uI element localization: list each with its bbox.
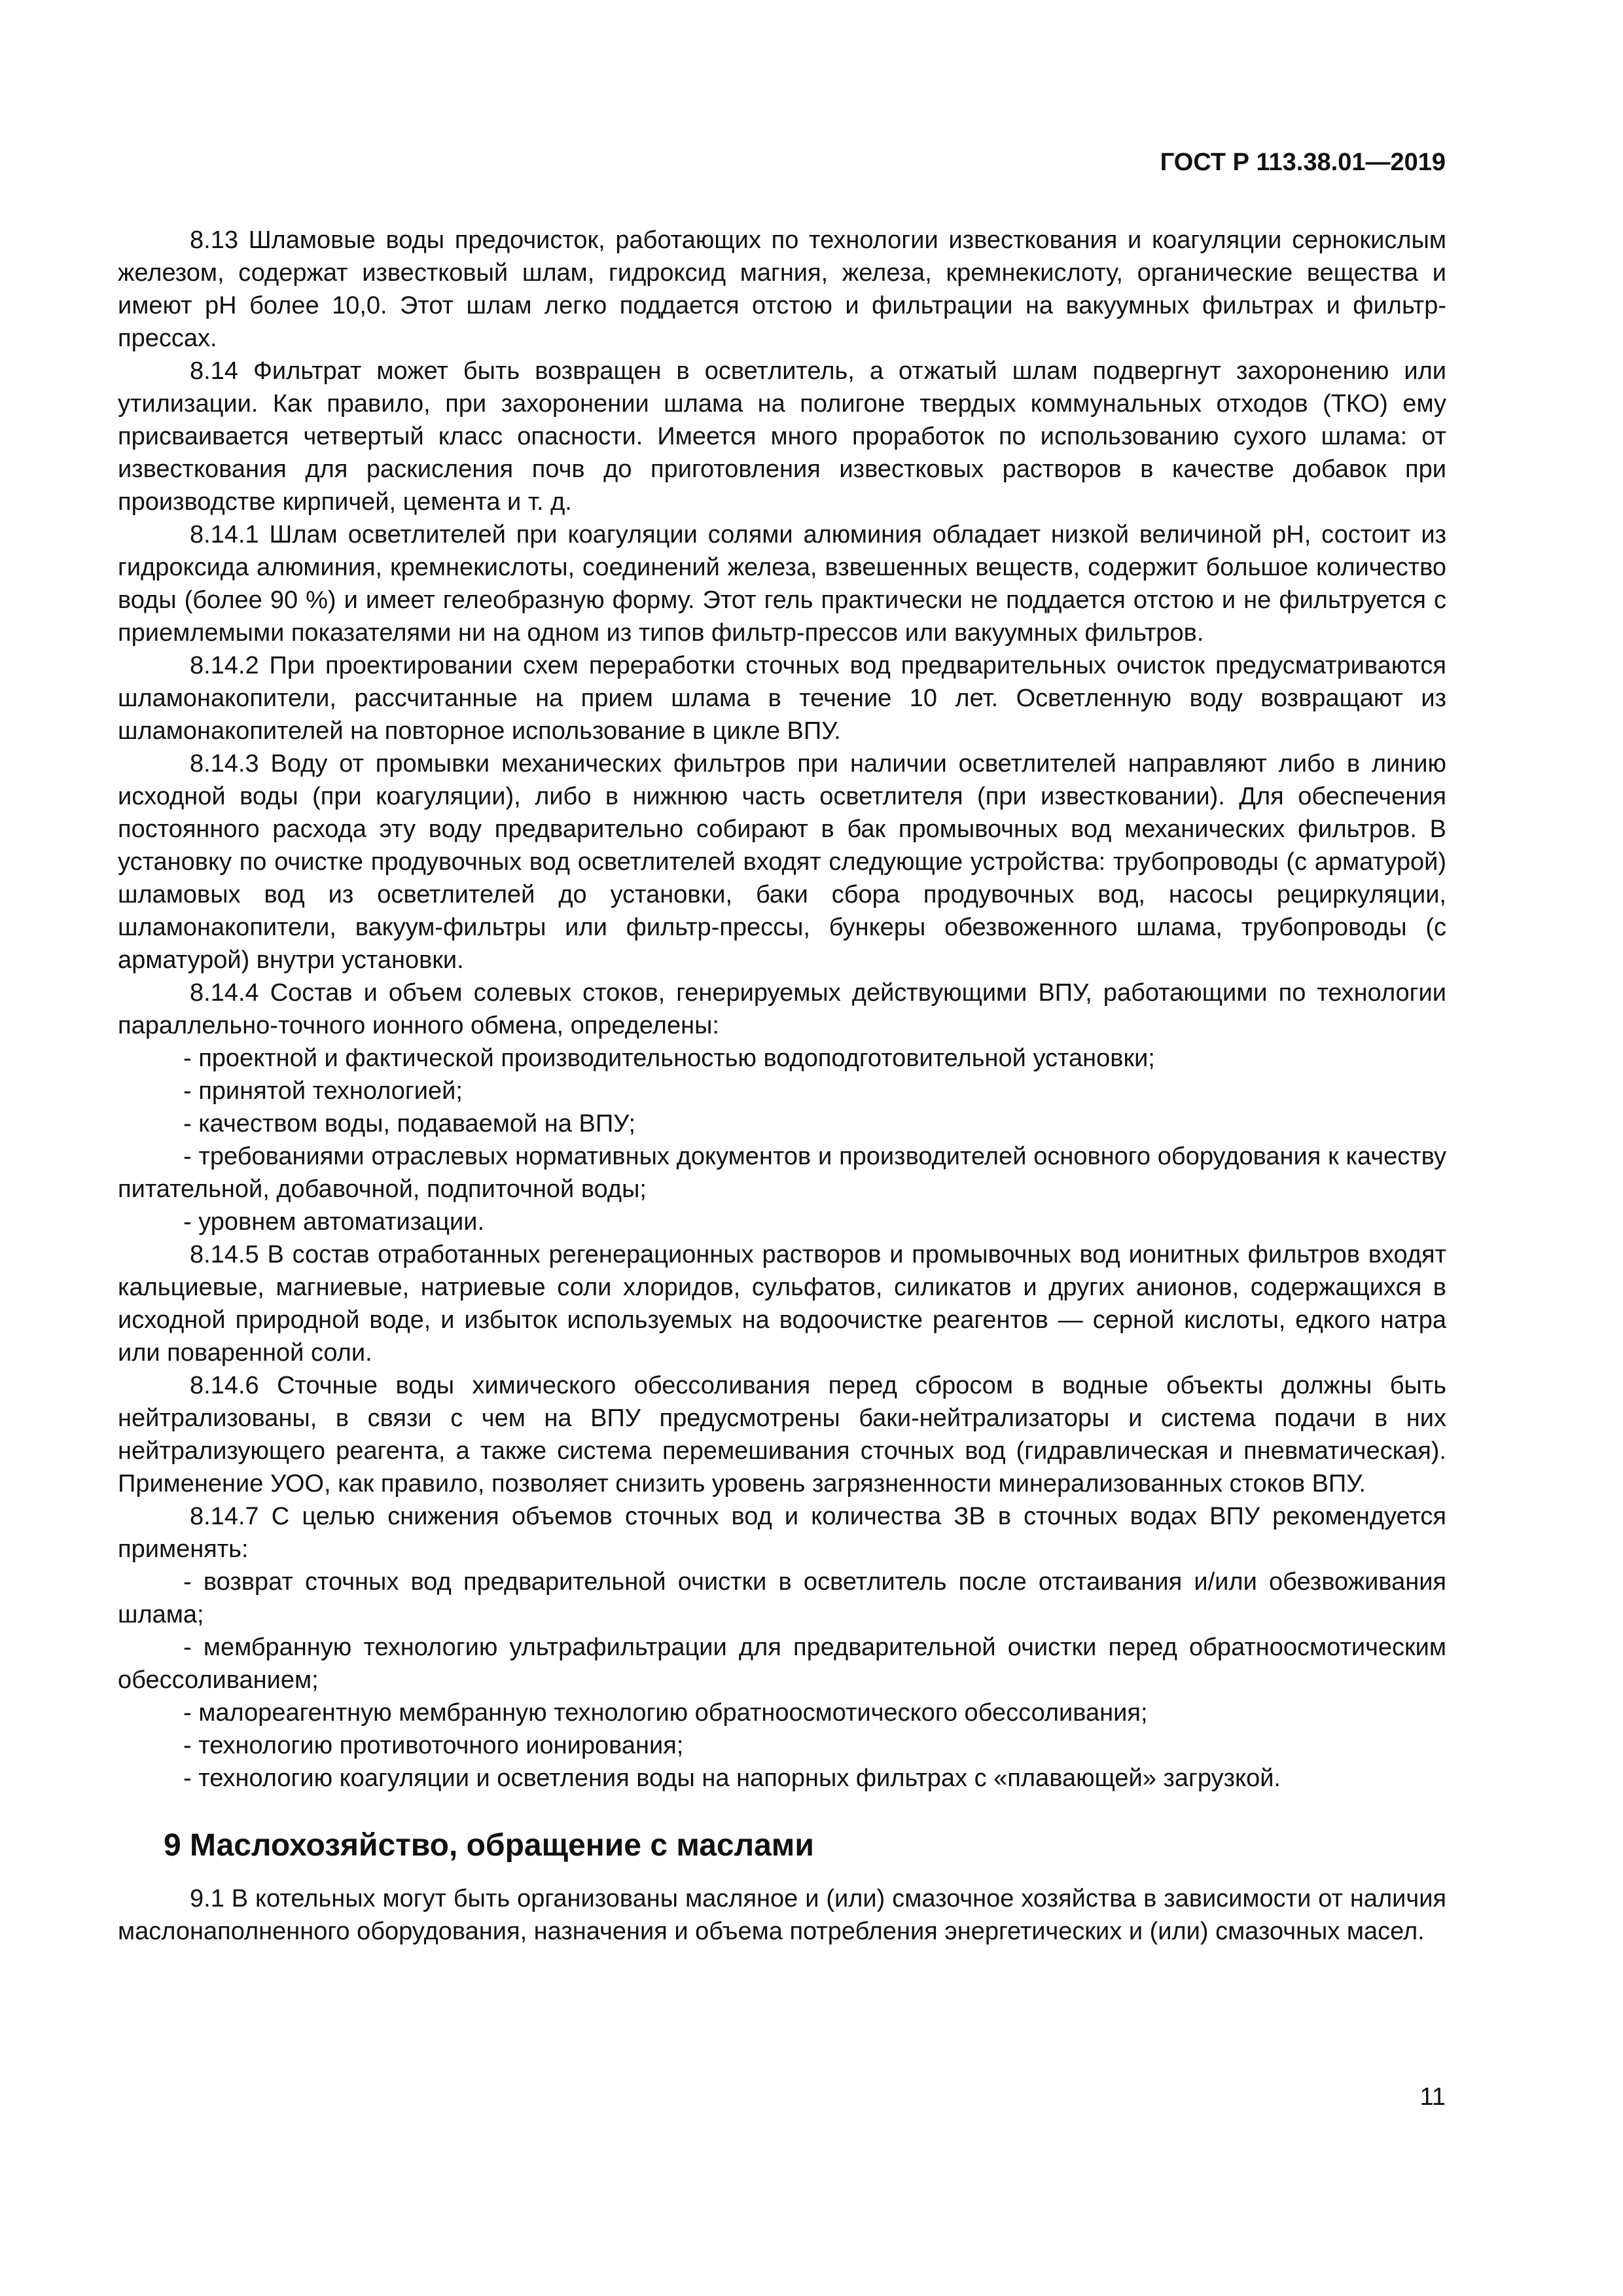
paragraph-8-14-3: 8.14.3 Воду от промывки механических фильтров при наличии осветлителей направляют либо в линию исходной воды (при коагуляции), либо в нижнюю часть осветлителя (при известковании). Для обеспечения постоянного расхода эту воду предварительно собирают в бак промывочных вод механических фильтров. В установку по очистке продувочных вод осветлителей входят следующие устройства: трубопроводы (с арматурой) шламовых вод из осветлителей до установки, баки сбора продувочных вод, насосы рециркуляции, шламонакопители, вакуум-фильтры или фильтр-прессы, бункеры обезвоженного шлама, трубопроводы (с арматурой) внутри установки. <box>118 750 1446 974</box>
list-item: - проектной и фактической производительностью водоподготовительной установки; <box>183 1045 1155 1072</box>
paragraph-8-14-1: 8.14.1 Шлам осветлителей при коагуляции солями алюминия обладает низкой величиной рН, состоит из гидроксида алюминия, кремнекислоты, соединений железа, взвешенных веществ, содержит большое количество воды (более 90 %) и имеет гелеобразную форму. Этот гель практически не поддается отстою и не фильтруется с приемлемыми показателями ни на одном из типов фильтр-прессов или вакуумных фильтров. <box>118 521 1446 647</box>
list-item: - уровнем автоматизации. <box>183 1208 485 1236</box>
list-item: - технологию коагуляции и осветления воды на напорных фильтрах с «плавающей» загрузкой. <box>183 1765 1281 1792</box>
list-item: - малореагентную мембранную технологию обратноосмотического обессоливания; <box>183 1699 1148 1727</box>
list-item: - возврат сточных вод предварительной очистки в осветлитель после отстаивания и/или обезвоживания шлама; <box>118 1568 1446 1628</box>
paragraph-8-14-7: 8.14.7 С целью снижения объемов сточных вод и количества ЗВ в сточных водах ВПУ рекомендуется применять: <box>118 1503 1446 1563</box>
document-code-header: ГОСТ Р 113.38.01—2019 <box>1160 149 1446 176</box>
paragraph-8-13: 8.13 Шламовые воды предочисток, работающих по технологии известкования и коагуляции сернокислым железом, содержат известковый шлам, гидроксид магния, железа, кремнекислоту, органические вещества и имеют рН более 10,0. Этот шлам легко поддается отстою и фильтрации на вакуумных фильтрах и фильтр-прессах. <box>118 226 1446 352</box>
list-item: - требованиями отраслевых нормативных документов и производителей основного оборудования к качеству питательной, добавочной, подпиточной воды; <box>118 1143 1446 1203</box>
page-number: 11 <box>1419 2083 1446 2111</box>
list-item: - принятой технологией; <box>183 1077 463 1105</box>
paragraph-9-1: 9.1 В котельных могут быть организованы масляное и (или) смазочное хозяйства в зависимости от наличия маслонаполненного оборудования, назначения и объема потребления энергетических и (или) смазочных масел. <box>118 1885 1446 1945</box>
paragraph-8-14-5: 8.14.5 В состав отработанных регенерационных растворов и промывочных вод ионитных фильтров входят кальциевые, магниевые, натриевые соли хлоридов, сульфатов, силикатов и других анионов, содержащихся в исходной природной воде, и избыток используемых на водоочистке реагентов — серной кислоты, едкого натра или поваренной соли. <box>118 1241 1446 1367</box>
list-item: - качеством воды, подаваемой на ВПУ; <box>183 1110 635 1138</box>
paragraph-8-14-6: 8.14.6 Сточные воды химического обессоливания перед сбросом в водные объекты должны быть нейтрализованы, в связи с чем на ВПУ предусмотрены баки-нейтрализаторы и система подачи в них нейтрализующего реагента, а также система перемешивания сточных вод (гидравлическая и пневматическая). Применение УОО, как правило, позволяет снизить уровень загрязненности минерализованных стоков ВПУ. <box>118 1372 1446 1498</box>
page-body <box>118 224 1446 1948</box>
list-item: - мембранную технологию ультрафильтрации для предварительной очистки перед обратноосмотическим обессоливанием; <box>118 1634 1446 1694</box>
paragraph-8-14-2: 8.14.2 При проектировании схем переработки сточных вод предварительных очисток предусматриваются шламонакопители, рассчитанные на прием шлама в течение 10 лет. Осветленную воду возвращают из шламонакопителей на повторное использование в цикле ВПУ. <box>118 652 1446 745</box>
paragraph-8-14: 8.14 Фильтрат может быть возвращен в осветлитель, а отжатый шлам подвергнут захоронению или утилизации. Как правило, при захоронении шлама на полигоне твердых коммунальных отходов (ТКО) ему присваивается четвертый класс опасности. Имеется много проработок по использованию сухого шлама: от известкования для раскисления почв до приготовления известковых растворов в качестве добавок при производстве кирпичей, цемента и т. д. <box>118 357 1446 516</box>
paragraph-8-14-4: 8.14.4 Состав и объем солевых стоков, генерируемых действующими ВПУ, работающими по технологии параллельно-точного ионного обмена, определены: <box>118 979 1446 1039</box>
list-item: - технологию противоточного ионирования; <box>183 1732 684 1759</box>
section-9-heading: 9 Маслохозяйство, обращение с маслами <box>164 1828 814 1863</box>
